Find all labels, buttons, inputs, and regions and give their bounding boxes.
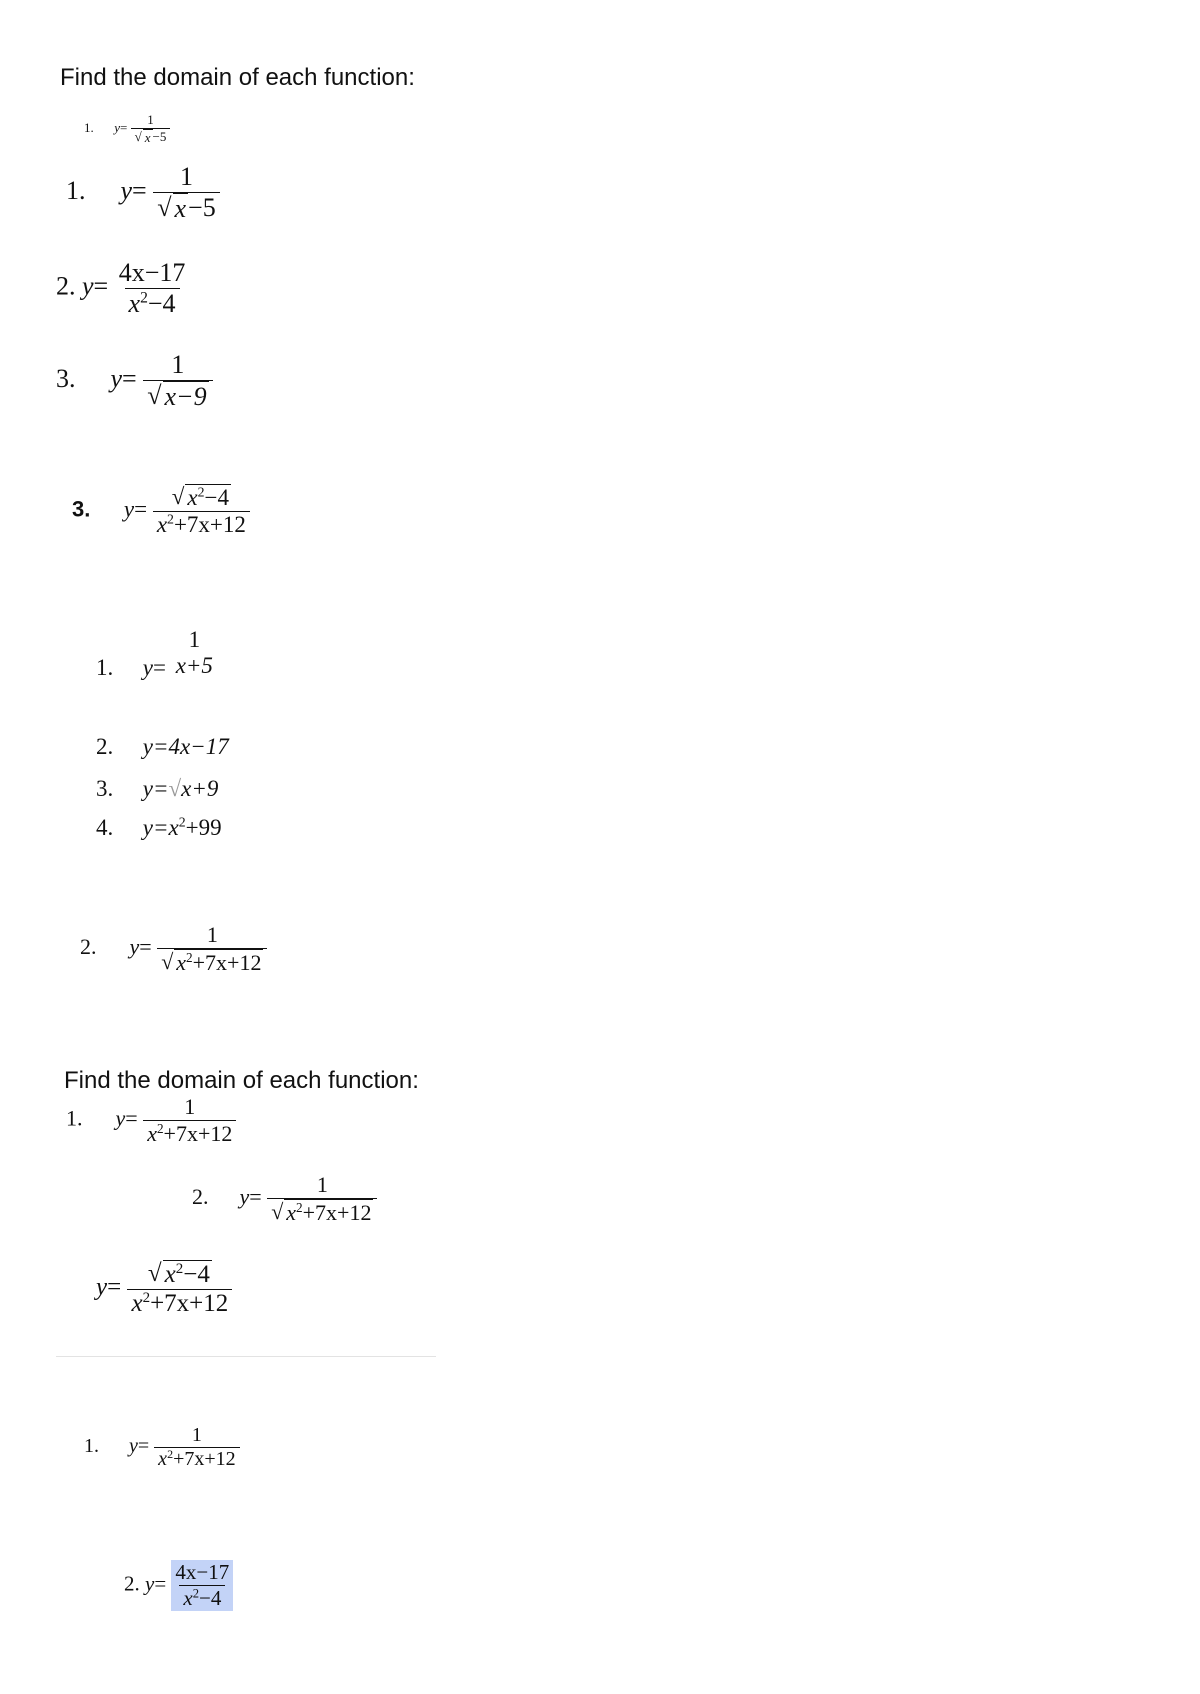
expression: y=4x−17 [142,734,229,759]
variable-y: y [96,1273,108,1301]
variable-y: y [145,1571,155,1596]
denominator [157,948,267,976]
denominator: $x^2-4$ [179,1585,225,1611]
denominator [143,380,212,412]
square-root: √ $x^2+7x+12$ [161,949,262,975]
fraction [267,1172,377,1226]
selected-fraction[interactable] [171,1560,233,1611]
numerator: 1 [184,1094,196,1119]
fraction [154,1424,239,1471]
denominator: $x^2+7x+12$ [154,1447,239,1471]
equals-sign: = [134,496,148,522]
numerator: 1 [316,1172,328,1197]
numerator: 1 [171,350,185,379]
numerator: 1 [147,112,154,127]
square-root: √ $x^2-4$ [171,484,229,510]
equals-sign: = [107,1273,122,1301]
denominator: x+5 [175,653,213,678]
item-number: 1. [84,1435,99,1458]
exponent: 2 [178,814,186,830]
numerator: 4x−17 [175,1560,230,1584]
page-heading: Find the domain of each function: [60,64,415,91]
square-root: √ x [157,193,187,223]
variable-y: y [114,119,121,135]
variable-y: y [239,1184,250,1210]
equation-lower-3 [96,1260,232,1318]
equation-sqrt-denominator [80,922,267,976]
square-root: √ $x^2-4$ [147,1260,210,1288]
equation-1-small [84,112,170,146]
list-item-3 [96,776,218,802]
variable-y: y [110,363,123,393]
item-number: 1. [66,175,86,205]
item-number: 2. [80,934,97,960]
numerator: 1 [188,627,201,652]
equals-sign: = [154,1571,167,1596]
equals-sign: = [120,119,128,135]
expression-start: y= [142,776,169,801]
list-item-2 [96,734,229,760]
equals-sign: = [152,655,166,680]
fraction [153,162,220,224]
equals-sign: = [93,271,109,301]
equation-3b [72,484,250,538]
denominator: $x^2-4$ [125,288,180,319]
equation-lower-2 [192,1172,377,1226]
fraction [143,350,212,412]
item-number: 2. [56,271,76,301]
equals-sign: = [125,1105,138,1131]
variable-y: y [129,934,140,960]
square-root: √ x−9 [147,381,207,411]
fraction [153,484,250,538]
item-number: 1. [84,119,94,135]
denominator: √ x −5 [131,128,171,146]
fraction [131,112,171,146]
equation-lower-5-selected[interactable] [124,1560,233,1611]
fraction [127,1260,232,1318]
numerator: 1 [191,1424,202,1446]
expression-start: y=x [142,815,179,840]
fraction [115,258,190,319]
numerator: 4x−17 [118,258,186,287]
variable-y: y [129,1435,138,1458]
item-number: 1. [66,1105,83,1131]
numerator: 1 [206,922,218,947]
cropped-heading: Find the domain of each function: [64,1067,419,1094]
radical-icon: √ [168,776,182,801]
equation-lower-4 [84,1424,240,1471]
item-number: 1. [96,655,114,680]
equals-sign: = [137,1435,150,1458]
denominator: $x^2+7x+12$ [143,1120,236,1147]
fraction [143,1094,236,1147]
variable-y: y [115,1105,126,1131]
equals-sign: = [249,1184,262,1210]
item-number: 3. [56,363,76,393]
square-root: √ $x^2+7x+12$ [271,1199,372,1225]
numerator [144,1260,216,1289]
equation-1 [66,162,220,224]
denominator [267,1198,377,1226]
list-item-1 [96,627,217,681]
item-number: 3. [96,776,114,801]
equals-sign: = [139,934,152,960]
variable-y: y [142,655,153,680]
divider [56,1356,436,1357]
denominator: √ x −5 [153,192,220,224]
denominator: $x^2+7x+12$ [153,511,250,538]
item-number: 2. [124,1571,140,1596]
equation-3 [56,350,213,412]
item-number: 4. [96,815,114,840]
variable-y: y [123,496,135,522]
variable-y: y [82,271,94,301]
list-item-4 [96,815,222,841]
variable-y: y [120,175,133,205]
square-root: √ x [134,129,151,145]
numerator: 1 [179,162,193,191]
denominator: $x^2+7x+12$ [127,1289,232,1318]
equation-lower-1 [66,1094,236,1147]
item-number: 2. [192,1184,209,1210]
item-number: 3. [72,496,91,522]
item-number: 2. [96,734,114,759]
equals-sign: = [122,363,137,393]
expression-end: +99 [185,815,222,840]
fraction [157,922,267,976]
equation-2 [56,258,189,319]
expression-end: x+9 [181,776,219,801]
equals-sign: = [132,175,147,205]
fraction [172,627,217,679]
numerator [168,484,235,511]
